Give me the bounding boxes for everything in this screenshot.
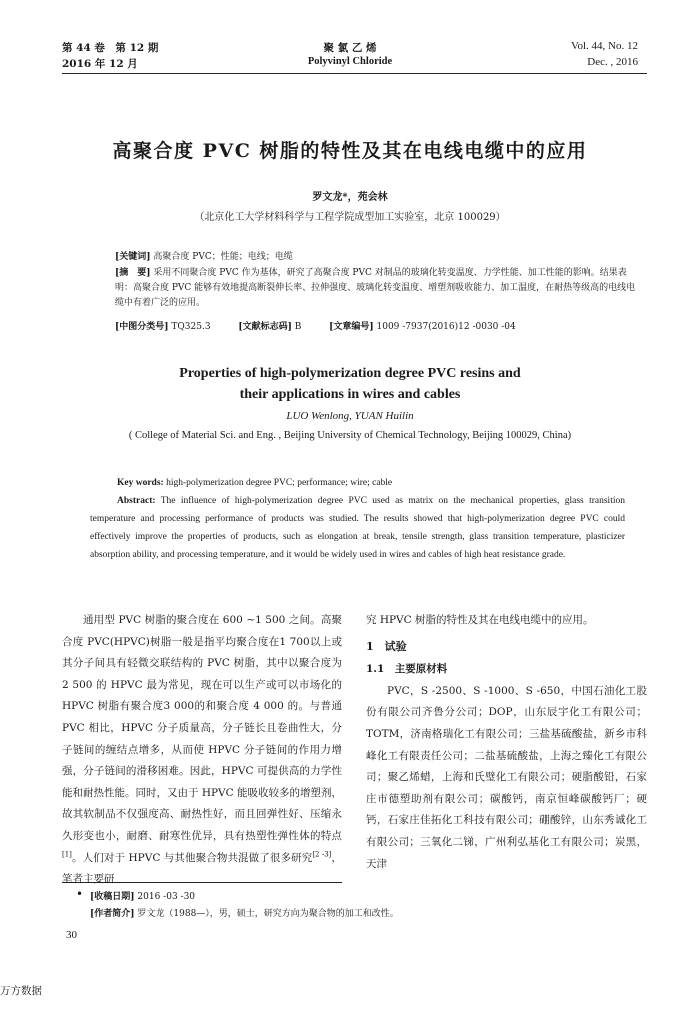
header-rule [62, 73, 647, 74]
header-date-en: Dec. , 2016 [587, 56, 638, 68]
authors-cn: 罗文龙*，苑会林 [312, 192, 388, 203]
header-journal-en: Polyvinyl Chloride [307, 56, 393, 67]
abstract-en-text: The influence of high-polymerization degree PVC used as matrix on the mechanical properties, glass transition temperature and processing performance of products was studied. The results showed that high-polymerization degree PVC could effectively improve the properties of products, such as elongation at break, tensile strength, glass transition temperature, plasticizer absorption ability, and processing temperature, and it would be widely used in wires and cables of high heat resistance grade. [90, 496, 625, 560]
watermark: 万方数据 [0, 985, 42, 997]
received-label: [收稿日期] [90, 892, 135, 902]
page-title-cn: 高聚合度 PVC 树脂的特性及其在电线电缆中的应用 [112, 140, 588, 162]
header-journal-cn: 聚 氯 乙 烯 [323, 42, 377, 54]
keywords-cn [115, 250, 637, 265]
intro-continuation: 究 HPVC 树脂的特性及其在电线电缆中的应用。 [366, 614, 594, 626]
citation-2-3: [2 -3] [312, 850, 332, 859]
abstract-en [90, 492, 625, 564]
doc-code-value: B [294, 322, 302, 332]
authors-en: LUO Wenlong, YUAN Huilin [286, 410, 414, 422]
abstract-cn-text: 采用不同聚合度 PVC 作为基体，研究了高聚合度 PVC 对制品的玻璃化转变温度、力学性能、加工性能的影响。结果表明：高聚合度 PVC 能够有效地提高断裂伸长率、拉伸强度、玻璃化转变温度、增塑剂吸收能力、加工温度，在耐热等级高的电线电缆中有着广泛的应用。 [115, 268, 636, 308]
footnote-rule [62, 882, 342, 883]
body-right-column [366, 610, 647, 875]
bio-label: [作者简介] [90, 909, 135, 919]
article-number-label: [文章编号] [329, 322, 374, 332]
keywords-en [90, 474, 625, 492]
intro-text: 通用型 PVC 树脂的聚合度在 600 ~1 500 之间。高聚合度 PVC(HPVC)树脂一般是指平均聚合度在1 700以上或其分子间具有轻微交联结构的 PVC 树脂，其中以聚合度为 2 500 的 HPVC 最为常见，现在可以生产或可以市场化的 HPVC 树脂有聚合度3 000的和聚合度 4 000 的。与普通 PVC 相比，HPVC 分子质量高，分子链长且卷曲性大，分子链间的缠结点增多，从而使 HPVC 分子链间的作用力增强，分子链间的滑移困难。因此，HPVC 可提供高的力学性能和耐热性能。同时，又由于 HPVC 能吸收较多的增塑剂，故其软制品不仅强度高、耐热性好，而且回弹性好、压缩永久形变也小，耐磨、耐寒性优异，具有热塑性弹性体的特点 [62, 614, 343, 842]
clc-label: [中图分类号] [115, 322, 169, 332]
citation-1: [1] [62, 850, 72, 859]
received-value: 2016 -03 -30 [137, 892, 196, 902]
header-vol-en: Vol. 44, No. 12 [570, 40, 638, 52]
materials-paragraph: PVC，S -2500、S -1000、S -650，中国石油化工股份有限公司齐鲁分公司；DOP，山东辰宇化工有限公司；TOTM，济南格瑞化工有限公司；三盐基硫酸盐，新乡市科峰化工有限责任公司；二盐基硫酸盐，上海之臻化工有限公司；聚乙烯蜡，上海和氏璧化工有限公司；硬脂酸铅，石家庄市德塑助剂有限公司；碳酸钙，南京恒峰碳酸钙厂；硬钙，石家庄佳拓化工科技有限公司；硼酸锌，山东秀诚化工有限公司；三氧化二锑，广州利弘基化工有限公司；炭黑，天津 [366, 684, 647, 870]
affiliation-cn: （北京化工大学材料科学与工程学院成型加工实验室，北京 100029） [194, 212, 506, 223]
body-left-column [62, 610, 342, 891]
abstract-en-label: Abstract: [117, 496, 156, 506]
section-1-heading: 1 试验 [366, 639, 407, 653]
keywords-en-label: Key words: [117, 478, 164, 488]
bullet-icon: • [76, 887, 84, 901]
clc-value: TQ325.3 [171, 322, 211, 332]
subsection-1-1-heading: 1.1 主要原材料 [366, 663, 448, 676]
abstract-cn [115, 266, 637, 311]
title-en-line2: their applications in wires and cables [239, 387, 461, 402]
footnote-received [76, 887, 196, 902]
keywords-cn-text: 高聚合度 PVC；性能；电线；电缆 [153, 252, 293, 262]
abstract-cn-label: [摘 要] [115, 268, 151, 278]
intro-text-tail: ，笔者主要研 [62, 851, 342, 886]
keywords-en-text: high-polymerization degree PVC; performance; wire; cable [166, 478, 393, 488]
classification-cn [115, 320, 637, 335]
keywords-cn-label: [关键词] [115, 252, 151, 262]
article-number-value: 1009 -7937(2016)12 -0030 -04 [376, 322, 516, 332]
header-volume-issue: 第 44 卷 第 12 期 [62, 42, 159, 54]
affiliation-en: ( College of Material Sci. and Eng. , Beijing University of Chemical Technology, Beijing 100029, China) [128, 430, 572, 441]
header-date: 2016 年 12 月 [62, 58, 138, 70]
intro-text-mid: 。人们对于 HPVC 与其他聚合物共混做了很多研究 [71, 851, 313, 864]
footnote-author-bio [90, 906, 399, 919]
title-en-line1: Properties of high-polymerization degree PVC resins and [179, 366, 521, 381]
body-paragraph-intro [62, 610, 342, 891]
bio-value: 罗文龙（1988—），男，硕士，研究方向为聚合物的加工和改性。 [137, 909, 399, 919]
page-number: 30 [66, 929, 77, 941]
doc-code-label: [文献标志码] [238, 322, 292, 332]
